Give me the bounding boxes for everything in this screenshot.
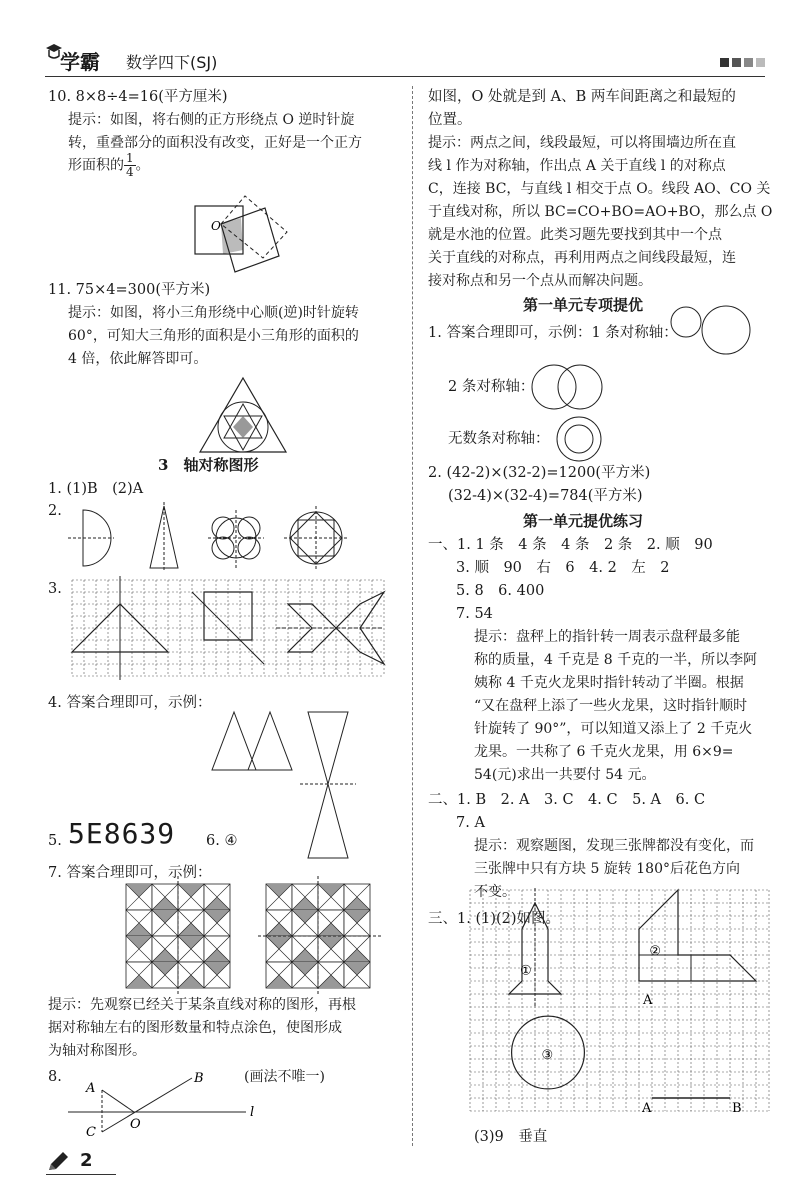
section-heading-practice: 第一单元提优练习 <box>523 512 644 530</box>
two-axis-circles <box>528 362 608 412</box>
a1-answer: 1. 答案合理即可，示例：1 条对称轴： <box>428 325 678 341</box>
svg-text:C: C <box>86 1125 96 1140</box>
q8-hint-line: 提示：两点之间，线段最短，可以将围墙边所在直 <box>428 135 736 151</box>
q8-note: (画法不唯一) <box>244 1069 325 1085</box>
column-divider <box>412 86 413 1146</box>
footer-rule <box>46 1174 116 1175</box>
q1-answer: 1. (1)B (2)A <box>48 481 144 497</box>
drawing-grid-figure <box>468 888 774 1122</box>
q8-hint-line: 关于直线的对称点，再利用两点之间线段最短，连 <box>428 250 736 266</box>
svg-text:O: O <box>211 219 221 233</box>
infinite-axis-label: 无数条对称轴： <box>448 431 550 447</box>
q8-hint-line: 接对称点和另一个点从而解决问题。 <box>428 273 652 289</box>
brand-logo: 学霸 <box>60 50 100 74</box>
q7-answer: 7. 答案合理即可，示例： <box>48 865 212 881</box>
a2-answer: 2. (42-2)×(32-2)=1200(平方米) <box>428 465 651 481</box>
q7-hint-line: 为轴对称图形。 <box>48 1043 146 1059</box>
b-answers: 一、1. 1 条 4 条 4 条 2 条 2. 顺 90 <box>428 537 713 553</box>
q7-hint-line: 提示：先观察已经关于某条直线对称的图形，再根 <box>48 997 356 1013</box>
label-one: ① <box>520 963 532 979</box>
label-b: B <box>732 1101 742 1116</box>
b-hint-line: 称的质量，4 千克是 8 千克的一半，所以李阿 <box>474 652 758 668</box>
q7-hint-line: 据对称轴左右的图形数量和特点涂色，使图形成 <box>48 1020 342 1036</box>
q6-answer: 6. ④ <box>206 833 238 849</box>
q10-hint-line: 提示：如图，将右侧的正方形绕点 O 逆时针旋 <box>68 112 355 128</box>
q8-hint-line: C，连接 BC，与直线 l 相交于点 O。线段 AO、CO 关 <box>428 181 771 197</box>
c-hint-line: 不变。 <box>474 884 516 900</box>
flag-shape <box>639 890 756 981</box>
mirror-digits: 5E8639 <box>68 817 176 850</box>
page-number: 2 <box>80 1150 93 1171</box>
fraction: $\frac{1}{4}$ <box>126 151 134 179</box>
q11-hint-line: 4 倍，依此解答即可。 <box>68 351 208 367</box>
a2-answer: (32-4)×(32-4)=784(平方米) <box>448 488 643 504</box>
q8-hint-line: 就是水池的位置。此类习题先要找到其中一个点 <box>428 227 722 243</box>
q7-tile-figures <box>126 882 406 992</box>
label-a2: A <box>642 1101 652 1116</box>
q3-label: 3. <box>48 581 62 597</box>
label-two: ② <box>649 944 662 959</box>
q11-hint-line: 60°，可知大三角形的面积是小三角形的面积的 <box>68 328 359 344</box>
q2-label: 2. <box>48 503 62 519</box>
svg-text:l: l <box>250 1105 255 1120</box>
left-column <box>48 86 398 1146</box>
b-hint-line: 提示：盘秤上的指针转一周表示盘秤最多能 <box>474 629 740 645</box>
q11-answer: 11. 75×4=300(平方米) <box>48 282 211 298</box>
page-header <box>0 0 800 80</box>
c-answers: 7. A <box>456 815 485 831</box>
two-axis-label: 2 条对称轴： <box>448 379 535 395</box>
d3-answer: (3)9 垂直 <box>474 1129 548 1145</box>
one-axis-circles <box>670 304 750 356</box>
b-answers: 3. 顺 90 右 6 4. 2 左 2 <box>456 560 670 576</box>
q2-symmetry-figures <box>68 502 398 574</box>
b-hint-line: “又在盘秤上添了一些火龙果，这时指针顺时 <box>474 698 748 714</box>
b-hint-line: 龙果。一共称了 6 千克火龙果，用 6×9= <box>474 744 734 760</box>
header-rule <box>45 76 765 77</box>
q10-hint-line: 形面积的 $\frac{1}{4}$ 。 <box>68 151 150 179</box>
rotated-squares-figure <box>193 194 293 274</box>
b-hint-line: 姨称 4 千克火龙果时指针转动了半圈。根据 <box>474 675 744 691</box>
section-title: 轴对称图形 <box>183 456 259 474</box>
b-answers: 5. 8 6. 400 <box>456 583 545 599</box>
header-decoration <box>720 58 770 70</box>
c-hint-line: 提示：观察题图，发现三张牌都没有变化，而 <box>474 838 754 854</box>
c-answers: 二、1. B 2. A 3. C 4. C 5. A 6. C <box>428 792 706 808</box>
b-hint-line: 针旋转了 90°”，可以知道又添上了 2 千克火 <box>474 721 753 737</box>
svg-text:B: B <box>194 1071 204 1086</box>
q8-reflection-figure <box>68 1071 268 1144</box>
q10-hint-line: 转，重叠部分的面积没有改变，正好是一个正方 <box>68 135 362 151</box>
b-hint-line: 54(元)求出一共要付 54 元。 <box>474 767 656 783</box>
concentric-circles <box>554 414 604 464</box>
d-answer: 三、1. (1)(2)如图。 <box>428 911 561 927</box>
q4-answer: 4. 答案合理即可，示例： <box>48 695 212 711</box>
right-column <box>428 86 773 1146</box>
b-answers: 7. 54 <box>456 606 493 622</box>
triangle-circle-figure <box>198 376 288 454</box>
q5-label: 5. <box>48 833 62 849</box>
section3-heading <box>158 454 258 477</box>
q3-grid-figure <box>68 576 388 680</box>
q8-hint-line: 于直线对称，所以 BC=CO+BO=AO+BO，那么点 O <box>428 204 773 220</box>
c-hint-line: 三张牌中只有方块 5 旋转 180°后花色方向 <box>474 861 740 877</box>
book-title: 数学四下(SJ) <box>126 53 218 72</box>
label-three: ③ <box>541 1048 554 1063</box>
pencil-icon <box>46 1150 70 1174</box>
q8-hint-line: 线 l 作为对称轴，作出点 A 关于直线 l 的对称点 <box>428 158 726 174</box>
section-number: 3 <box>158 456 169 474</box>
q8-continued-text: 位置。 <box>428 112 472 128</box>
q11-hint-line: 提示：如图，将小三角形绕中心顺(逆)时针旋转 <box>68 305 359 321</box>
q8-label: 8. <box>48 1069 62 1085</box>
q8-continued-text: 如图，O 处就是到 A、B 两车间距离之和最短的 <box>428 89 736 105</box>
section-heading-special: 第一单元专项提优 <box>523 296 644 314</box>
q10-answer: 10. 8×8÷4=16(平方厘米) <box>48 89 228 105</box>
label-a: A <box>643 993 653 1008</box>
svg-text:O: O <box>130 1117 141 1132</box>
svg-text:A: A <box>86 1081 96 1096</box>
